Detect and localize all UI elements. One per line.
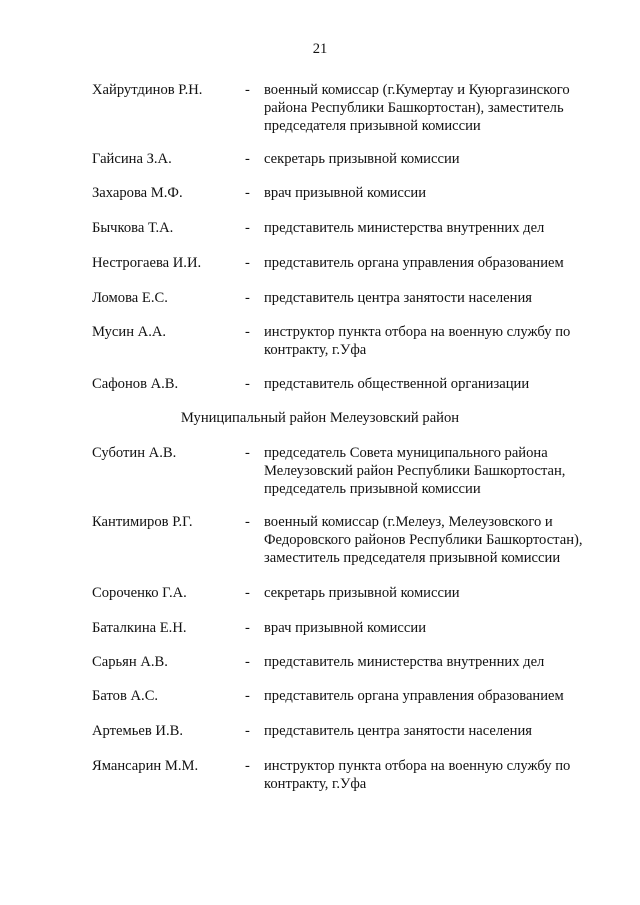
member-role: представитель центра занятости населения: [264, 723, 532, 739]
member-name: Баталкина Е.Н.: [92, 620, 187, 636]
member-name: Кантимиров Р.Г.: [92, 514, 193, 530]
member-role: представитель центра занятости населения: [264, 290, 532, 306]
dash-separator: -: [245, 585, 250, 601]
member-role: представитель органа управления образованием: [264, 688, 564, 704]
member-role: председатель Совета муниципального района Мелеузовский район Республики Башкортостан, председатель призывной комиссии: [264, 445, 566, 497]
member-role: представитель министерства внутренних дел: [264, 654, 545, 670]
section-heading: Муниципальный район Мелеузовский район: [180, 410, 460, 426]
member-name: Бычкова Т.А.: [92, 220, 174, 236]
dash-separator: -: [245, 445, 250, 461]
dash-separator: -: [245, 255, 250, 271]
member-name: Мусин А.А.: [92, 324, 167, 340]
member-role: врач призывной комиссии: [264, 185, 426, 201]
dash-separator: -: [245, 620, 250, 636]
member-role: военный комиссар (г.Кумертау и Куюргазинского района Республики Башкортостан), заместитель председателя призывной комиссии: [264, 82, 570, 134]
member-name: Батов А.С.: [92, 688, 159, 704]
member-name: Хайрутдинов Р.Н.: [92, 82, 203, 98]
page-number: 21: [312, 41, 328, 57]
member-role: представитель органа управления образованием: [264, 255, 564, 271]
member-name: Ямансарин М.М.: [92, 758, 199, 774]
member-name: Сороченко Г.А.: [92, 585, 187, 601]
member-role: секретарь призывной комиссии: [264, 585, 460, 601]
member-role: представитель общественной организации: [264, 376, 530, 392]
dash-separator: -: [245, 654, 250, 670]
dash-separator: -: [245, 290, 250, 306]
member-name: Нестрогаева И.И.: [92, 255, 202, 271]
dash-separator: -: [245, 185, 250, 201]
member-name: Артемьев И.В.: [92, 723, 183, 739]
dash-separator: -: [245, 688, 250, 704]
member-role: инструктор пункта отбора на военную службу по контракту, г.Уфа: [264, 758, 571, 792]
member-name: Сарьян А.В.: [92, 654, 168, 670]
member-role: врач призывной комиссии: [264, 620, 426, 636]
dash-separator: -: [245, 376, 250, 392]
member-role: инструктор пункта отбора на военную службу по контракту, г.Уфа: [264, 324, 571, 358]
dash-separator: -: [245, 82, 250, 98]
member-role: военный комиссар (г.Мелеуз, Мелеузовского и Федоровского районов Республики Башкортостан), заместитель председателя призывной комиссии: [264, 514, 583, 566]
dash-separator: -: [245, 220, 250, 236]
member-name: Гайсина З.А.: [92, 151, 172, 167]
dash-separator: -: [245, 151, 250, 167]
dash-separator: -: [245, 514, 250, 530]
member-name: Захарова М.Ф.: [92, 185, 183, 201]
member-role: секретарь призывной комиссии: [264, 151, 460, 167]
dash-separator: -: [245, 324, 250, 340]
member-name: Суботин А.В.: [92, 445, 177, 461]
member-name: Сафонов А.В.: [92, 376, 179, 392]
member-name: Ломова Е.С.: [92, 290, 168, 306]
dash-separator: -: [245, 758, 250, 774]
member-role: представитель министерства внутренних дел: [264, 220, 545, 236]
dash-separator: -: [245, 723, 250, 739]
